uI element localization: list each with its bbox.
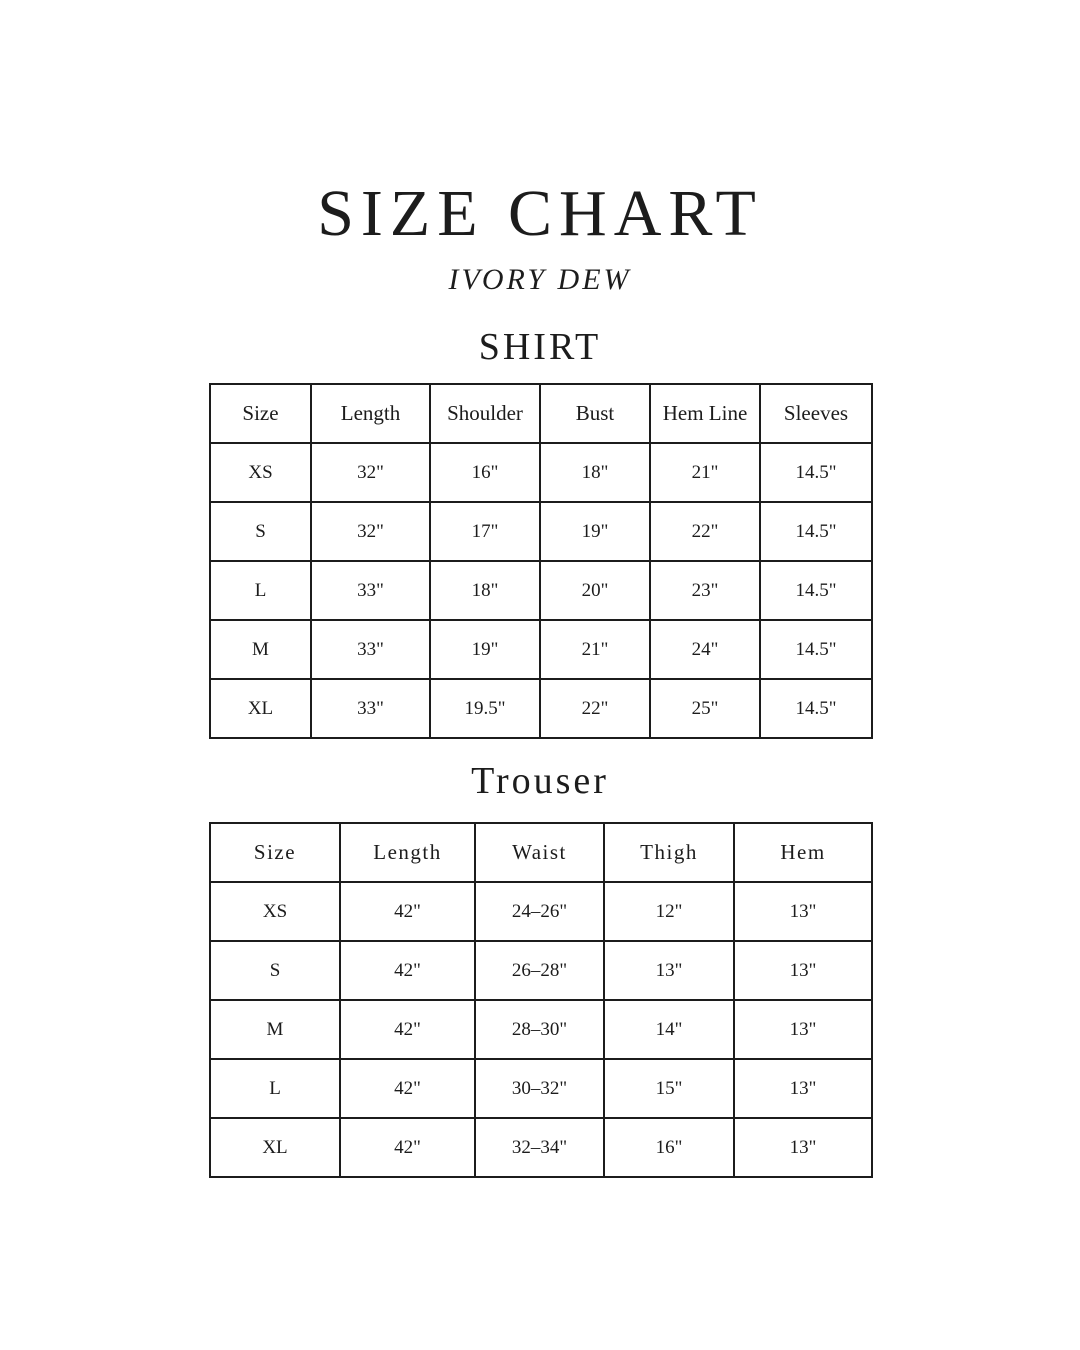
table-cell: M: [210, 620, 311, 679]
table-row: [210, 882, 872, 941]
table-cell: 26–28": [475, 941, 604, 1000]
table-header-row: [210, 384, 872, 443]
table-cell: 21": [540, 620, 650, 679]
table-cell: 13": [734, 1059, 872, 1118]
table-cell: 23": [650, 561, 760, 620]
column-header: Waist: [475, 823, 604, 882]
table-cell: 25": [650, 679, 760, 738]
table-row: [210, 1059, 872, 1118]
table-cell: 18": [540, 443, 650, 502]
table-row: [210, 502, 872, 561]
table-cell: 13": [734, 882, 872, 941]
trouser-size-table: [209, 822, 873, 1178]
table-cell: XL: [210, 1118, 340, 1177]
table-header-row: [210, 823, 872, 882]
table-cell: L: [210, 561, 311, 620]
table-row: [210, 679, 872, 738]
table-cell: 32": [311, 443, 430, 502]
table-cell: 14": [604, 1000, 734, 1059]
table-cell: 19": [430, 620, 540, 679]
table-cell: 19": [540, 502, 650, 561]
table-cell: 15": [604, 1059, 734, 1118]
table-cell: 42": [340, 941, 475, 1000]
table-row: [210, 1118, 872, 1177]
table-cell: S: [210, 941, 340, 1000]
table-cell: 20": [540, 561, 650, 620]
table-row: [210, 443, 872, 502]
table-cell: 14.5": [760, 443, 872, 502]
column-header: Sleeves: [760, 384, 872, 443]
table-cell: 13": [604, 941, 734, 1000]
table-cell: 14.5": [760, 679, 872, 738]
table-cell: 22": [540, 679, 650, 738]
table-cell: 24–26": [475, 882, 604, 941]
table-cell: 33": [311, 561, 430, 620]
column-header: Size: [210, 823, 340, 882]
table-row: [210, 941, 872, 1000]
column-header: Hem: [734, 823, 872, 882]
table-cell: 42": [340, 1000, 475, 1059]
table-cell: 24": [650, 620, 760, 679]
column-header: Length: [340, 823, 475, 882]
column-header: Shoulder: [430, 384, 540, 443]
table-cell: 28–30": [475, 1000, 604, 1059]
table-row: [210, 1000, 872, 1059]
column-header: Size: [210, 384, 311, 443]
table-cell: 12": [604, 882, 734, 941]
column-header: Length: [311, 384, 430, 443]
table-cell: 22": [650, 502, 760, 561]
table-cell: 14.5": [760, 502, 872, 561]
table-cell: 42": [340, 882, 475, 941]
table-cell: 17": [430, 502, 540, 561]
table-cell: M: [210, 1000, 340, 1059]
table-row: [210, 561, 872, 620]
column-header: Thigh: [604, 823, 734, 882]
column-header: Hem Line: [650, 384, 760, 443]
table-cell: 16": [604, 1118, 734, 1177]
table-cell: XS: [210, 882, 340, 941]
table-cell: 33": [311, 620, 430, 679]
table-cell: 42": [340, 1059, 475, 1118]
table-cell: 13": [734, 1118, 872, 1177]
table-cell: 14.5": [760, 561, 872, 620]
table-cell: 32–34": [475, 1118, 604, 1177]
page-title: SIZE CHART: [317, 177, 763, 250]
table-cell: 19.5": [430, 679, 540, 738]
table-cell: XS: [210, 443, 311, 502]
table-cell: 13": [734, 1000, 872, 1059]
table-cell: 14.5": [760, 620, 872, 679]
table-row: [210, 620, 872, 679]
trouser-section-title: Trouser: [471, 760, 609, 802]
table-cell: 30–32": [475, 1059, 604, 1118]
table-cell: 21": [650, 443, 760, 502]
table-cell: 42": [340, 1118, 475, 1177]
table-cell: XL: [210, 679, 311, 738]
shirt-section-title: SHIRT: [478, 326, 602, 368]
table-cell: 18": [430, 561, 540, 620]
table-cell: 33": [311, 679, 430, 738]
column-header: Bust: [540, 384, 650, 443]
table-cell: 13": [734, 941, 872, 1000]
shirt-size-table: [209, 383, 873, 739]
table-cell: S: [210, 502, 311, 561]
product-name: IVORY DEW: [448, 263, 632, 296]
table-cell: 32": [311, 502, 430, 561]
table-cell: 16": [430, 443, 540, 502]
table-cell: L: [210, 1059, 340, 1118]
